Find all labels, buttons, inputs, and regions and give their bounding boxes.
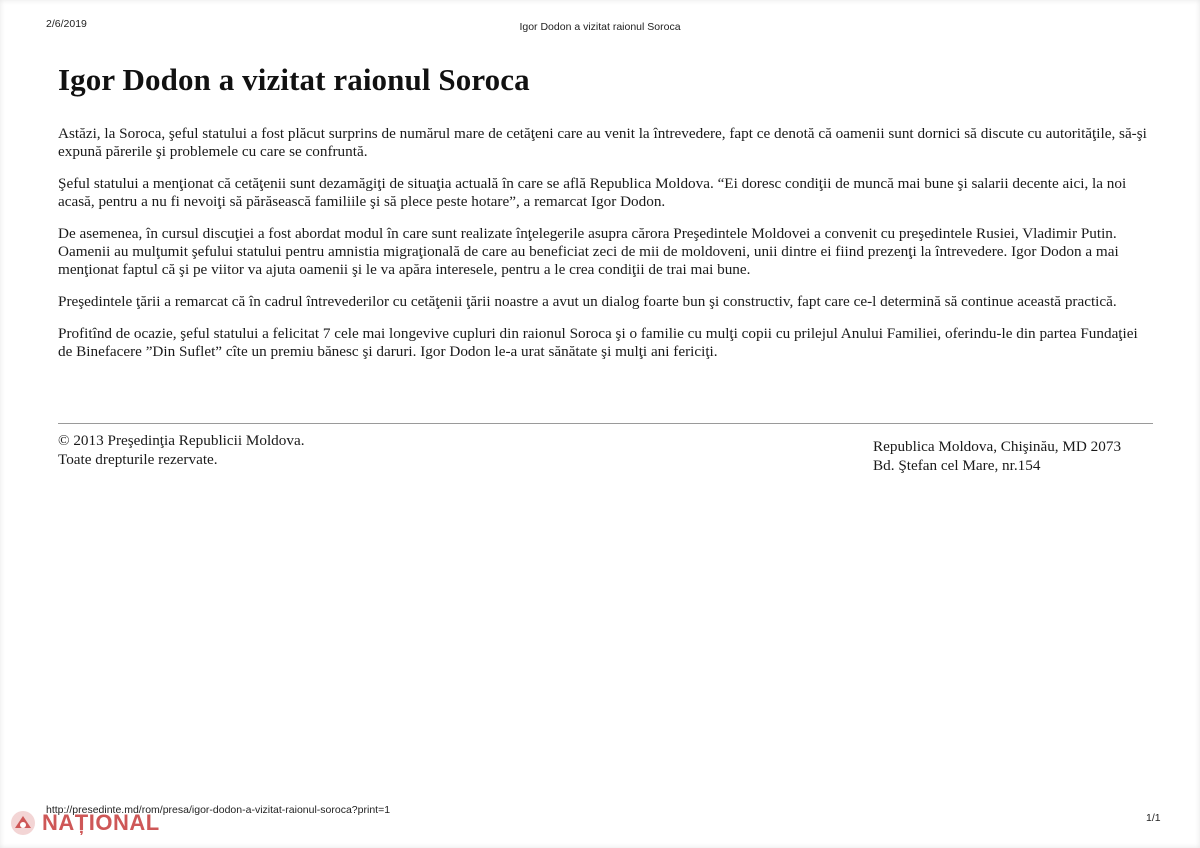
print-url: http://presedinte.md/rom/presa/igor-dodon-a-vizitat-raionul-soroca?print=1 [46,804,391,816]
address-line-2: Bd. Ştefan cel Mare, nr.154 [873,457,1041,474]
article-paragraph: Preşedintele ţării a remarcat că în cadrul întrevederilor cu cetăţenii ţării noastre a avut un dialog foarte bun şi constructiv, fapt care ce-l determină să continue această practică. [58,293,1117,310]
address-line-1: Republica Moldova, Chişinău, MD 2073 [873,438,1122,455]
footer-copyright-block [58,431,305,469]
footer-address-block [873,437,1121,475]
copyright-text: © 2013 Preşedinţia Republicii Moldova. [58,432,305,449]
watermark-text: NAȚIONAL [42,810,160,835]
article-paragraph: Profitînd de ocazie, şeful statului a felicitat 7 cele mai longevive cupluri din raionul Soroca şi o familie cu mulţi copii cu prilejul Anului Familiei, oferindu-le din partea Fundaţiei de Binefacere ”Din Suflet” cîte un premiu bănesc şi daruri. Igor Dodon le-a urat sănătate şi mulţi ani fericiţi. [58,325,1138,360]
national-watermark [10,810,160,836]
page-count: 1/1 [1146,812,1161,824]
article-paragraph: De asemenea, în cursul discuţiei a fost abordat modul în care sunt realizate înţelegerile asupra cărora Preşedintele Moldovei a convenit cu preşedintele Rusiei, Vladimir Putin. Oamenii au mulţumit şefului statului pentru amnistia migraţională de care au beneficiat zeci de mii de moldoveni, unii dintre ei fiind prezenţi la întrevedere. Igor Dodon a mai menţionat faptul că şi pe viitor va ajuta oamenii şi le va apăra interesele, pentru a le crea condiţii de trai mai bune. [58,225,1119,278]
print-header-title: Igor Dodon a vizitat raionul Soroca [519,21,681,33]
footer-divider [58,423,1153,424]
article-title: Igor Dodon a vizitat raionul Soroca [58,62,530,97]
article-paragraph: Şeful statului a menţionat că cetăţenii sunt dezamăgiţi de situaţia actuală în care se află Republica Moldova. “Ei doresc condiţii de muncă mai bune şi salarii decente aici, la noi acasă, pentru a nu fi nevoiţi să părăsească familiile şi să plece peste hotare”, a remarcat Igor Dodon. [58,175,1127,210]
rights-text: Toate drepturile rezervate. [58,451,218,468]
article-paragraph: Astăzi, la Soroca, şeful statului a fost plăcut surprins de numărul mare de cetăţeni care au venit la întrevedere, fapt ce denotă că oamenii sunt dornici să discute cu autorităţile, să-şi expună părerile şi problemele cu care se confruntă. [58,125,1147,160]
print-date: 2/6/2019 [46,18,87,30]
national-logo-icon [10,810,36,836]
article-body [58,125,1153,375]
